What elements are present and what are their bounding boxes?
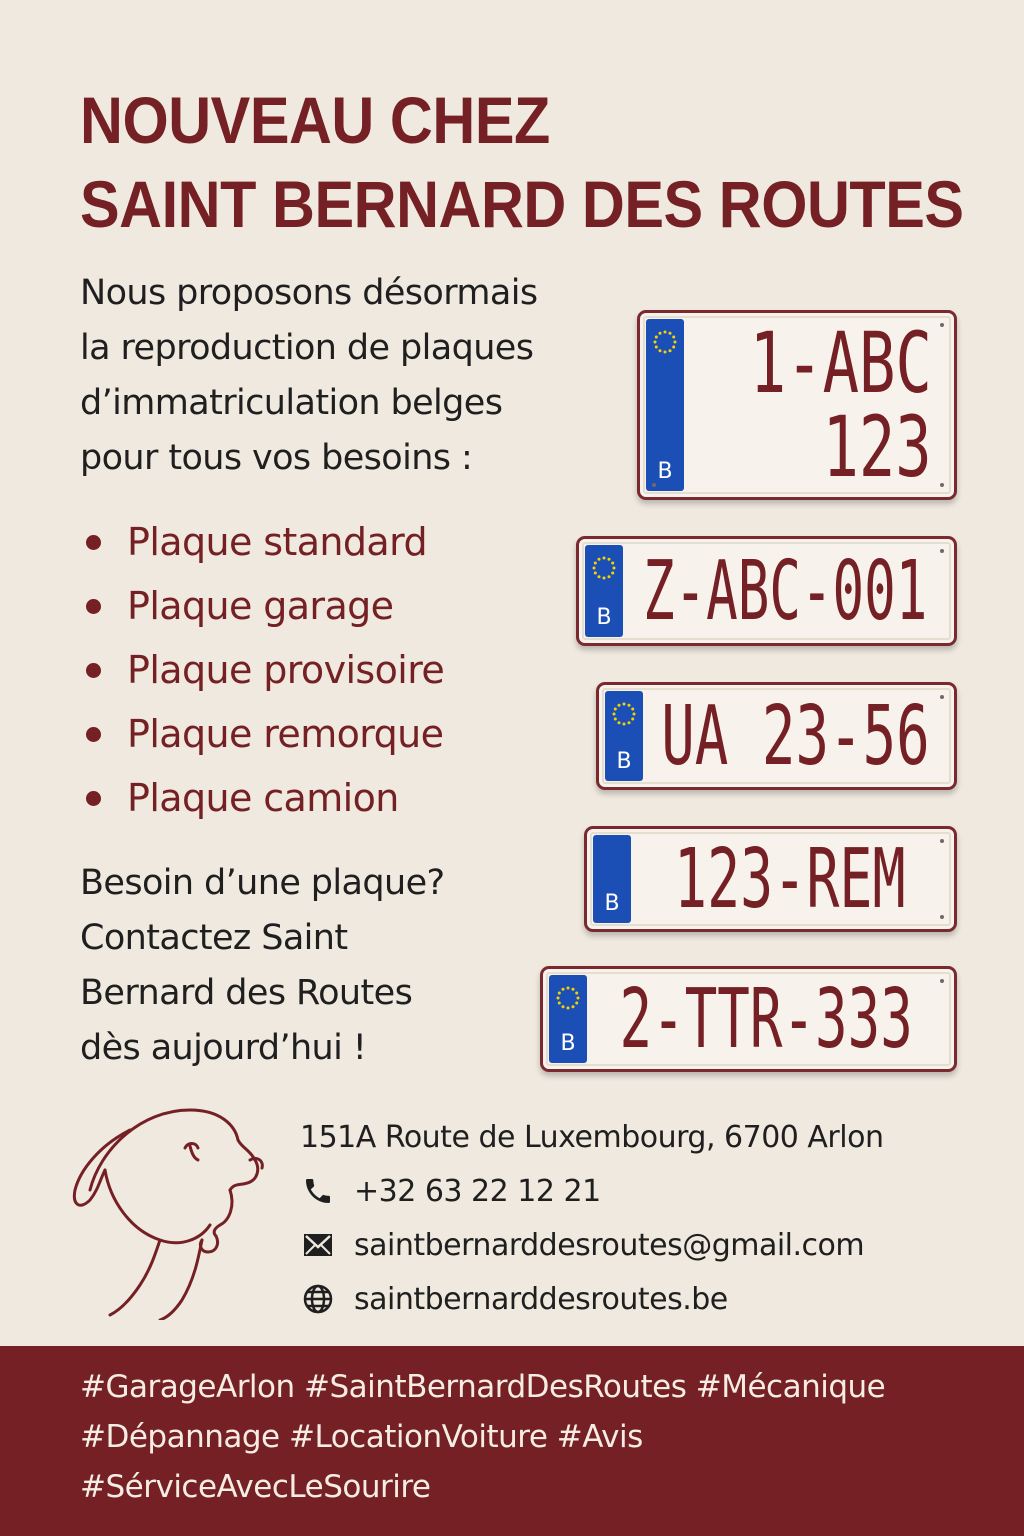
screw-icon [940,483,944,487]
eu-stars-icon [611,701,637,727]
plate-number-line-2: 123 [822,398,932,496]
saint-bernard-dog-icon [70,1090,275,1320]
website-text: saintbernarddesroutes.be [354,1281,728,1317]
bullet-icon [86,599,101,614]
list-item-label: Plaque provisoire [127,648,445,692]
address-text: 151A Route de Luxembourg, 6700 Arlon [300,1119,884,1155]
eu-band [593,835,631,923]
headline-line-2: SAINT BERNARD DES ROUTES [80,167,964,241]
hashtag[interactable]: #GarageArlon [80,1369,295,1405]
list-item [80,766,444,830]
cta-line-3: Bernard des Routes [80,973,413,1013]
globe-icon [300,1281,336,1317]
country-code: B [657,459,673,484]
cta-line-2: Contactez Saint [80,918,348,958]
hashtag[interactable]: #LocationVoiture [289,1419,548,1455]
headline [80,78,964,246]
screw-icon [940,839,944,843]
eu-stars-icon [652,329,678,355]
intro-line-2: la reproduction de plaques [80,328,534,368]
envelope-icon [300,1227,336,1263]
bullet-icon [86,791,101,806]
hashtag[interactable]: #SérviceAvecLeSourire [80,1469,431,1505]
screw-icon [940,695,944,699]
plate-number-line-1: 1-ABC [749,314,932,412]
screw-icon [652,483,656,487]
license-plate-truck [540,966,957,1072]
plate-number-text: UA 23-56 [661,688,930,784]
hashtag[interactable]: #Avis [556,1419,643,1455]
plate-number [635,829,944,929]
plate-number [647,685,944,787]
license-plate-garage [576,536,957,646]
list-item-label: Plaque standard [127,520,427,564]
address-row [300,1110,1000,1164]
cta-line-1: Besoin d’une plaque? [80,863,445,903]
plate-number-text: Z-ABC-001 [643,543,928,639]
hashtag-footer [0,1346,1024,1536]
list-item-label: Plaque remorque [127,712,444,756]
eu-band [646,319,684,491]
plaque-type-list [80,510,444,830]
hashtags [80,1362,980,1512]
license-plate-trailer [584,826,957,932]
plate-number-text: 123-REM [673,831,906,927]
screw-icon [940,549,944,553]
intro-line-4: pour tous vos besoins : [80,438,473,478]
phone-text: +32 63 22 12 21 [354,1173,601,1209]
country-code: B [604,891,620,916]
bullet-icon [86,535,101,550]
license-plate-standard [637,310,957,500]
email-row[interactable] [300,1218,1000,1272]
list-item [80,510,444,574]
plate-number-text: 2-TTR-333 [619,971,914,1067]
headline-line-1: NOUVEAU CHEZ [80,83,550,157]
cta-line-4: dès aujourd’hui ! [80,1028,367,1068]
list-item [80,574,444,638]
phone-row[interactable] [300,1164,1000,1218]
list-item [80,638,444,702]
list-item-label: Plaque camion [127,776,399,820]
intro-line-3: d’immatriculation belges [80,383,503,423]
eu-stars-icon [555,985,581,1011]
call-to-action [80,856,550,1076]
phone-icon [300,1173,336,1209]
plate-number [627,539,944,643]
screw-icon [940,323,944,327]
plate-number [690,313,944,497]
hashtag[interactable]: #Dépannage [80,1419,280,1455]
eu-stars-icon [591,555,617,581]
website-row[interactable] [300,1272,1000,1326]
intro-text [80,266,640,486]
country-code: B [596,605,612,630]
screw-icon [940,915,944,919]
license-plate-provisional [596,682,957,790]
hashtag[interactable]: #SaintBernardDesRoutes [304,1369,687,1405]
eu-band [605,691,643,781]
bullet-icon [86,727,101,742]
bullet-icon [86,663,101,678]
eu-band [549,975,587,1063]
list-item [80,702,444,766]
list-item-label: Plaque garage [127,584,394,628]
email-text: saintbernarddesroutes@gmail.com [354,1227,865,1263]
country-code: B [560,1031,576,1056]
eu-band [585,545,623,637]
hashtag[interactable]: #Mécanique [695,1369,886,1405]
country-code: B [616,749,632,774]
screw-icon [940,979,944,983]
intro-line-1: Nous proposons désormais [80,273,538,313]
contact-info [300,1110,1000,1326]
plate-number [589,969,944,1069]
